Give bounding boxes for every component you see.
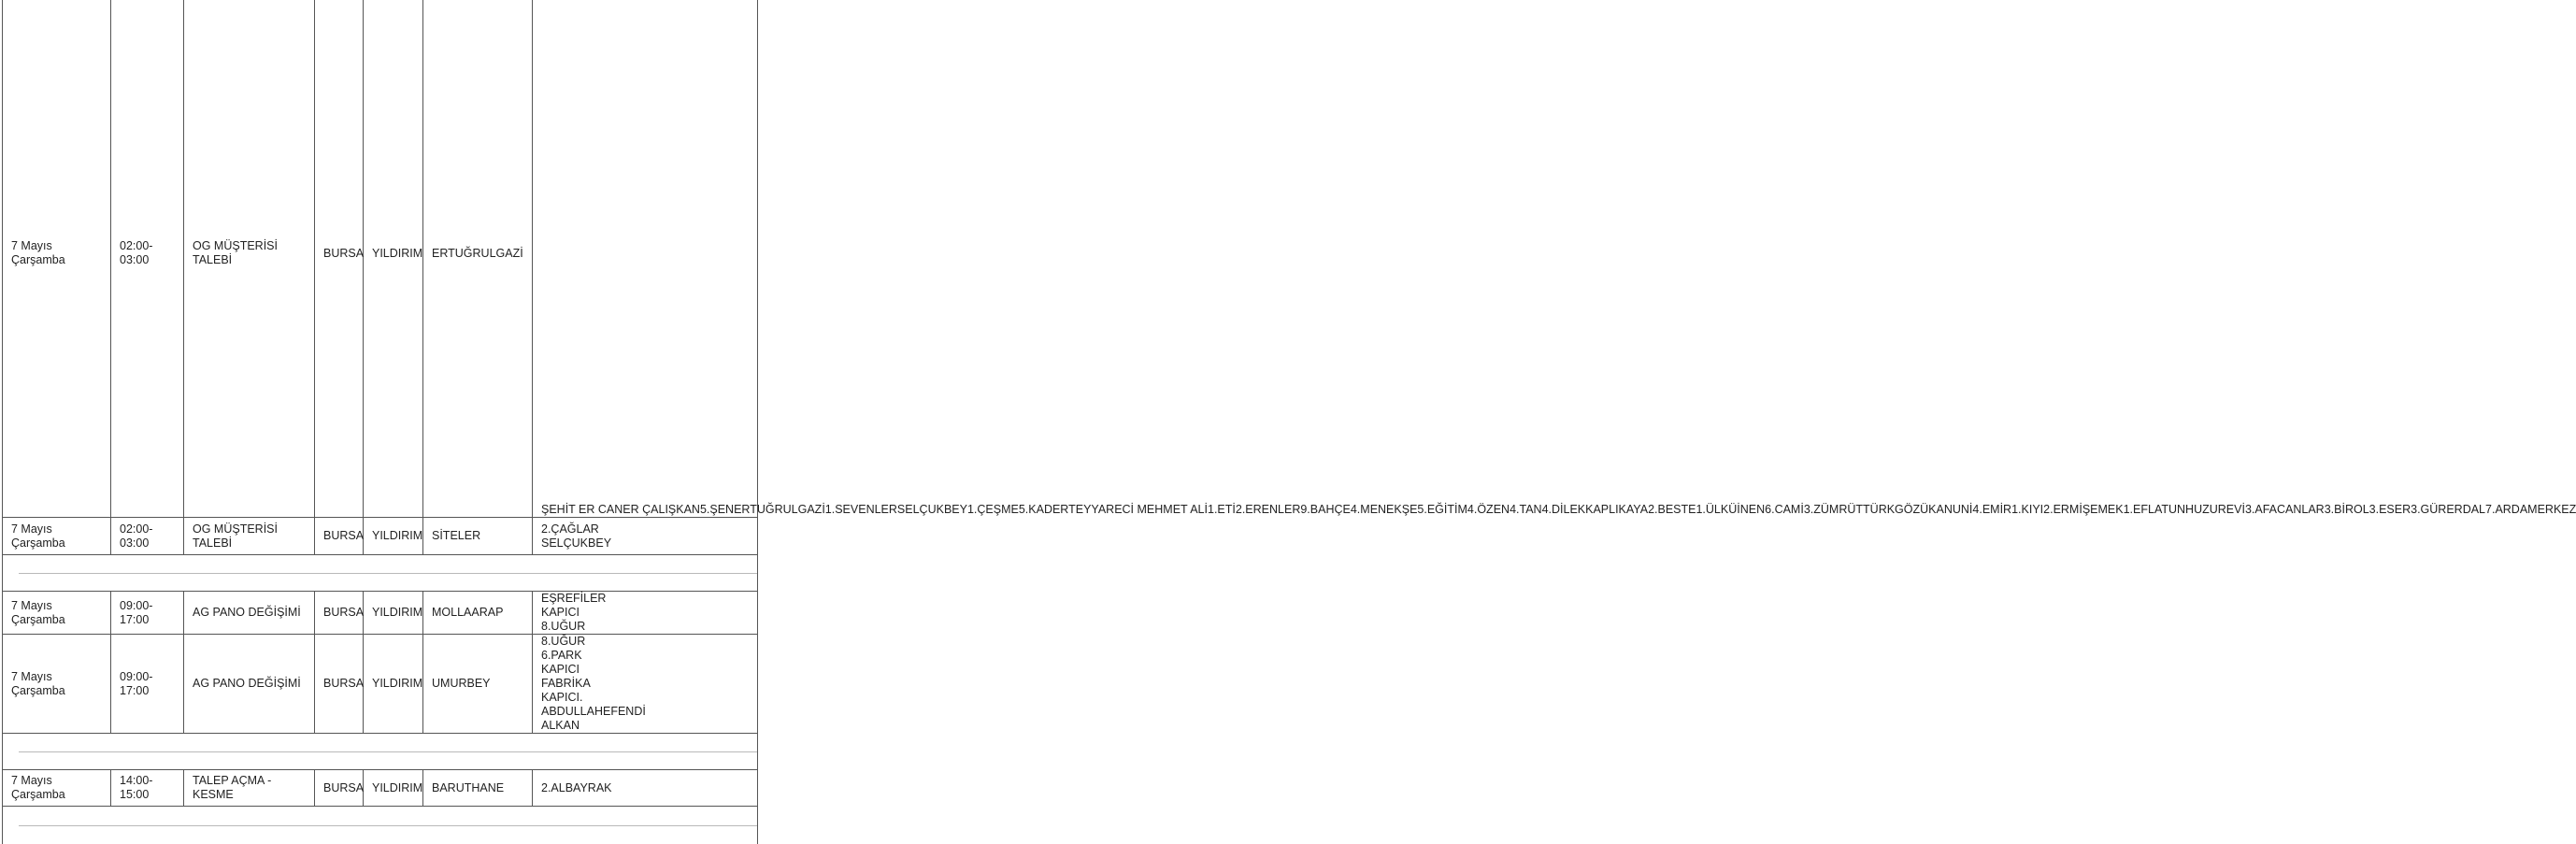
separator-row <box>3 555 758 592</box>
street-name: 3.ESER <box>2369 503 2411 516</box>
table-row <box>3 770 758 807</box>
time-cell <box>111 592 184 635</box>
street-name: KAPICI <box>541 663 757 677</box>
street-name: ŞEHİT ER CANER ÇALIŞKAN <box>541 503 700 516</box>
time-cell <box>111 635 184 734</box>
date-weekday: Çarşamba <box>11 536 110 551</box>
city-cell: BURSA <box>315 0 364 518</box>
street-name: SELÇUKBEY <box>897 503 967 516</box>
outage-table <box>2 0 758 844</box>
street-name: 4.EMİR <box>1972 503 2011 516</box>
street-name: 3.ZÜMRÜT <box>1804 503 1863 516</box>
streets-cell <box>533 518 758 555</box>
reason-cell: AG PANO DEĞİŞİMİ <box>184 635 315 734</box>
table-row <box>3 518 758 555</box>
time-end: 15:00 <box>120 788 183 802</box>
street-name: EŞREFİLER <box>541 592 757 606</box>
neighborhood-cell: BARUTHANE <box>423 770 533 807</box>
reason-line: KESME <box>193 788 314 802</box>
outage-schedule-page <box>0 0 748 841</box>
city-cell: BURSA <box>315 592 364 635</box>
separator-line <box>19 825 757 826</box>
street-name: KAPICI <box>541 606 757 620</box>
time-end: 17:00 <box>120 684 183 698</box>
date-cell <box>3 770 111 807</box>
separator-cell <box>3 807 758 844</box>
street-name: 4.MENEKŞE <box>1351 503 1418 516</box>
time-end: 03:00 <box>120 253 183 267</box>
street-name: 8.UĞUR <box>541 620 757 634</box>
street-name: 1.KIYI <box>2011 503 2043 516</box>
reason-line: TALEBİ <box>193 536 314 551</box>
street-name: 1.ÜLKÜ <box>1696 503 1737 516</box>
date-day: 7 Mayıs <box>11 522 110 536</box>
neighborhood-cell: SİTELER <box>423 518 533 555</box>
date-cell <box>3 0 111 518</box>
district-cell: YILDIRIM <box>364 518 423 555</box>
street-name: TÜRKGÖZÜ <box>1863 503 1928 516</box>
street-name: 2.BESTE <box>1648 503 1696 516</box>
reason-line: TALEP AÇMA - <box>193 774 314 788</box>
street-name: 3.BİROL <box>2325 503 2369 516</box>
time-start: 09:00- <box>120 670 183 684</box>
street-name: 3.AFACANLAR <box>2245 503 2325 516</box>
date-weekday: Çarşamba <box>11 788 110 802</box>
city-cell: BURSA <box>315 635 364 734</box>
time-start: 09:00- <box>120 599 183 613</box>
date-weekday: Çarşamba <box>11 613 110 627</box>
district-cell: YILDIRIM <box>364 592 423 635</box>
street-name: 9.BAHÇE <box>1300 503 1351 516</box>
street-name: 5.EĞİTİM <box>1417 503 1467 516</box>
separator-cell <box>3 555 758 592</box>
date-cell <box>3 635 111 734</box>
separator-cell <box>3 734 758 770</box>
street-name: ERTUĞRULGAZİ <box>734 503 825 516</box>
date-day: 7 Mayıs <box>11 239 110 253</box>
street-name: 1.EFLATUN <box>2124 503 2185 516</box>
time-end: 17:00 <box>120 613 183 627</box>
time-cell <box>111 770 184 807</box>
street-name: 4.TAN <box>1510 503 1542 516</box>
street-name: 1.SEVENLER <box>825 503 897 516</box>
date-cell <box>3 592 111 635</box>
street-name: 1.ETİ <box>1208 503 1236 516</box>
table-row <box>3 635 758 734</box>
separator-row <box>3 734 758 770</box>
time-start: 02:00- <box>120 522 183 536</box>
date-weekday: Çarşamba <box>11 253 110 267</box>
street-name: KANUNİ <box>1928 503 1972 516</box>
district-cell: YILDIRIM <box>364 635 423 734</box>
streets-cell: 2.ALBAYRAK <box>533 770 758 807</box>
street-name: KAPICI. <box>541 691 757 705</box>
street-name: 5.KADER <box>1019 503 1068 516</box>
street-name: EMEK <box>2090 503 2123 516</box>
time-start: 14:00- <box>120 774 183 788</box>
street-name: KAPLIKAYA <box>1585 503 1648 516</box>
neighborhood-cell: ERTUĞRULGAZİ <box>423 0 533 518</box>
street-name: HUZUREVİ <box>2185 503 2245 516</box>
streets-cell <box>533 592 758 635</box>
street-name: FABRİKA <box>541 677 757 691</box>
reason-line: TALEBİ <box>193 253 314 267</box>
street-name: MERKEZ <box>2527 503 2576 516</box>
street-name: 1.ÇEŞME <box>967 503 1019 516</box>
street-name: 5.ŞEN <box>700 503 734 516</box>
neighborhood-cell: UMURBEY <box>423 635 533 734</box>
district-cell: YILDIRIM <box>364 770 423 807</box>
street-name: TEYYARECİ MEHMET ALİ <box>1068 503 1208 516</box>
city-cell: BURSA <box>315 770 364 807</box>
street-name: 2.ERMİŞ <box>2043 503 2090 516</box>
date-day: 7 Mayıs <box>11 774 110 788</box>
reason-cell <box>184 0 315 518</box>
reason-cell: AG PANO DEĞİŞİMİ <box>184 592 315 635</box>
street-name: 7.ARDA <box>2485 503 2527 516</box>
date-cell <box>3 518 111 555</box>
table-row <box>3 592 758 635</box>
time-cell <box>111 518 184 555</box>
district-cell: YILDIRIM <box>364 0 423 518</box>
street-name: 2.ÇAĞLAR <box>541 522 757 536</box>
street-name: SELÇUKBEY <box>541 536 757 551</box>
separator-line <box>19 573 757 574</box>
date-weekday: Çarşamba <box>11 684 110 698</box>
streets-cell <box>533 635 758 734</box>
time-end: 03:00 <box>120 536 183 551</box>
street-name: İNEN <box>1737 503 1765 516</box>
street-name: 4.ÖZEN <box>1467 503 1510 516</box>
street-name: 3.GÜR <box>2411 503 2446 516</box>
date-day: 7 Mayıs <box>11 670 110 684</box>
neighborhood-cell: MOLLAARAP <box>423 592 533 635</box>
streets-cell <box>533 0 758 518</box>
street-name: ABDULLAHEFENDİ <box>541 705 757 719</box>
street-name: 8.UĞUR <box>541 635 757 649</box>
street-name: 4.DİLEK <box>1542 503 1586 516</box>
reason-cell <box>184 518 315 555</box>
time-cell <box>111 0 184 518</box>
city-cell: BURSA <box>315 518 364 555</box>
time-start: 02:00- <box>120 239 183 253</box>
reason-cell <box>184 770 315 807</box>
street-name: 6.CAMİ <box>1765 503 1804 516</box>
street-name: ERDAL <box>2446 503 2485 516</box>
street-name: 6.PARK <box>541 649 757 663</box>
reason-line: OG MÜŞTERİSİ <box>193 239 314 253</box>
separator-row <box>3 807 758 844</box>
street-list <box>541 503 2576 517</box>
street-name: ALKAN <box>541 719 757 733</box>
table-row <box>3 0 758 518</box>
separator-line <box>19 751 757 752</box>
street-name: 2.ERENLER <box>1236 503 1300 516</box>
date-day: 7 Mayıs <box>11 599 110 613</box>
reason-line: OG MÜŞTERİSİ <box>193 522 314 536</box>
